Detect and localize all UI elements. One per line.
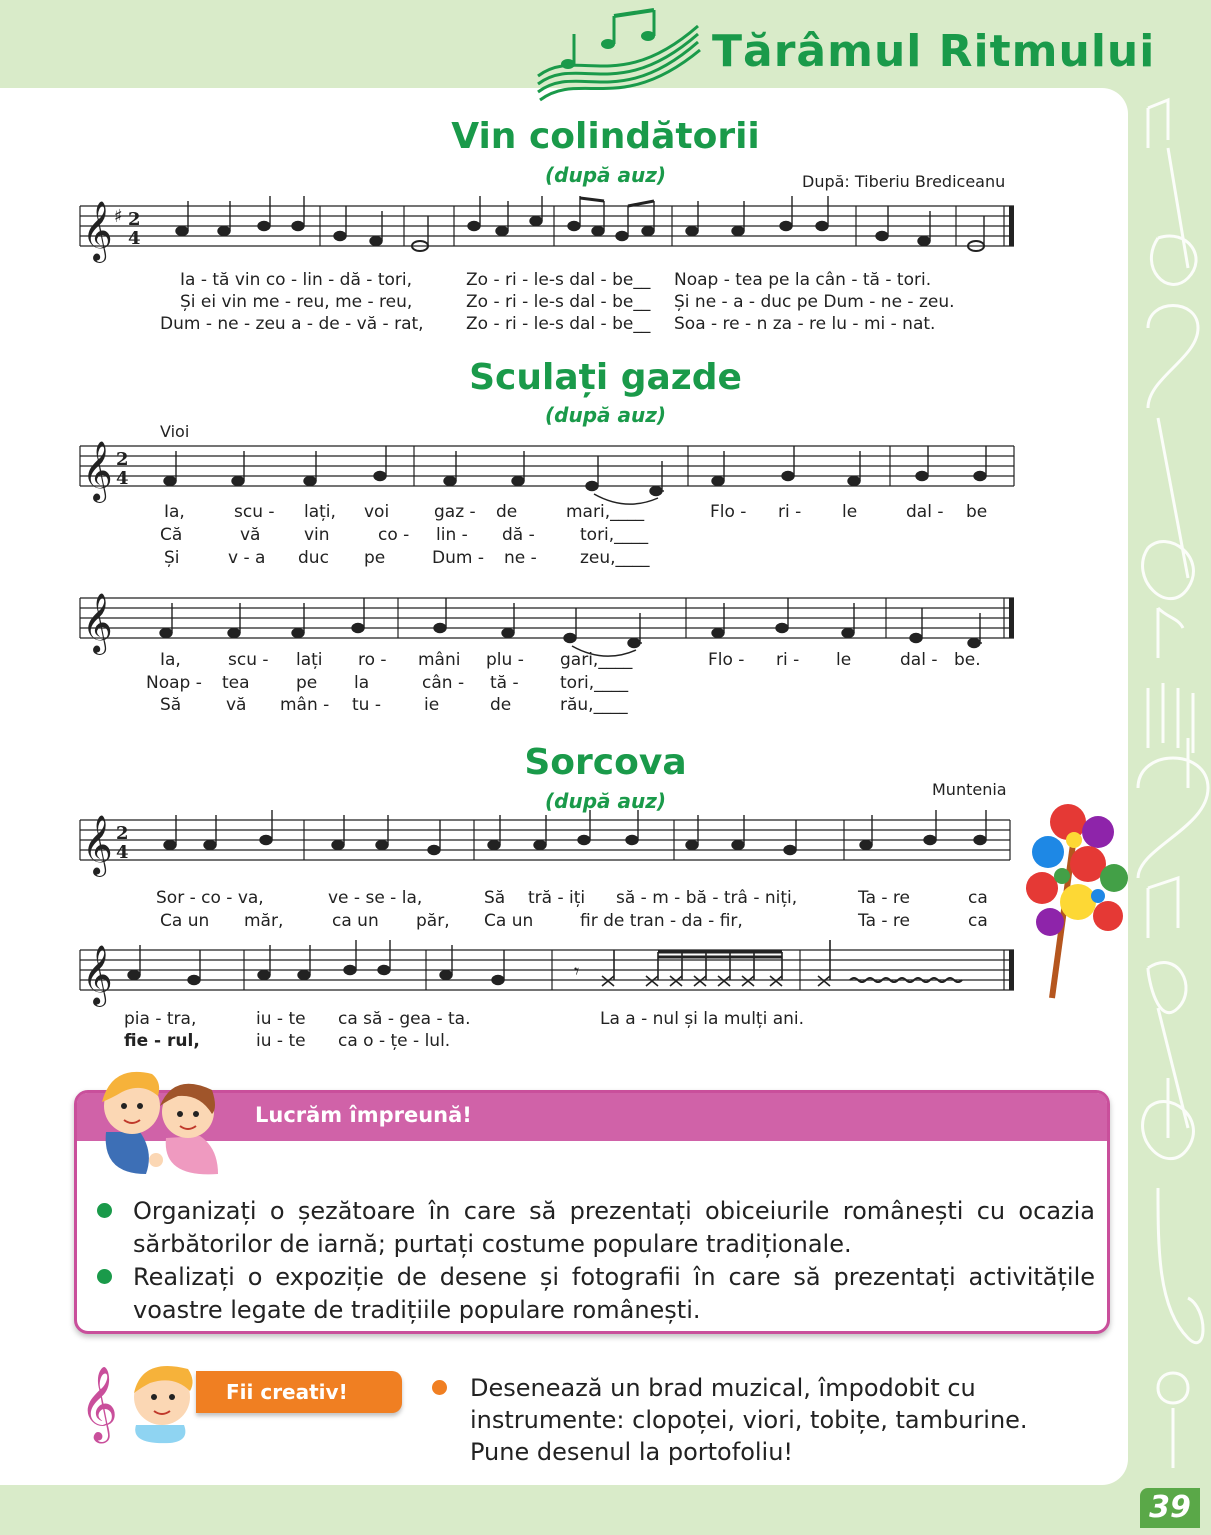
treble-clef-icon: 𝄞 bbox=[82, 945, 113, 1005]
music-staff-3b bbox=[74, 940, 1022, 1010]
sorcova-decoration-image bbox=[1018, 792, 1134, 1000]
work-together-label: Lucrăm împreună! bbox=[255, 1103, 472, 1127]
svg-text:𝄾: 𝄾 bbox=[574, 959, 580, 983]
lyrics-row: Ia, scu - lați, voi gaz - de mari,____ Flo - ri - le dal - be bbox=[164, 502, 988, 522]
lyrics-row: Și ei vin me - reu, me - reu, Zo - ri - le-s dal - be__ Și ne - a - duc pe Dum - ne - zeu. bbox=[180, 292, 955, 312]
list-item: Realizați o expoziție de desene și fotografii în care să prezentați activitățile voastre legate de tradițiile populare românești. bbox=[133, 1261, 1095, 1327]
music-staff-3a bbox=[74, 810, 1022, 880]
lyrics-row: Sor - co - va, ve - se - la, Să tră - iți să - m - bă - trâ - niți, Ta - re ca bbox=[156, 888, 988, 908]
svg-text:4: 4 bbox=[128, 228, 141, 249]
lyrics-row: Dum - ne - zeu a - de - vă - rat, Zo - ri - le-s dal - be__ Soa - re - n za - re lu - mi - nat. bbox=[160, 314, 936, 334]
song-subtitle: (după auz) bbox=[545, 403, 666, 427]
music-notes-icon bbox=[1158, 608, 1183, 658]
guitar-icon bbox=[1143, 418, 1194, 599]
creative-kid-illustration bbox=[80, 1355, 210, 1445]
music-notes-icon bbox=[1148, 878, 1178, 938]
svg-text:2: 2 bbox=[116, 449, 129, 470]
song-title-sculati-gazde: Sculați gazde bbox=[469, 357, 742, 398]
side-decoration bbox=[1128, 88, 1211, 1485]
treble-clef-icon: 𝄞 bbox=[80, 1367, 118, 1441]
bullet-icon bbox=[97, 1203, 112, 1218]
music-staff-2a bbox=[74, 436, 1022, 506]
song-subtitle: (după auz) bbox=[545, 163, 666, 187]
song-title-vin-colindatorii: Vin colindătorii bbox=[451, 116, 760, 157]
svg-text:4: 4 bbox=[116, 842, 129, 863]
lyrics-row: Ia, scu - lați ro - mâni plu - gari,____ Flo - ri - le dal - be. bbox=[160, 650, 981, 670]
treble-clef-icon: 𝄞 bbox=[82, 815, 113, 875]
music-notes-icon bbox=[528, 6, 708, 106]
page-header-title: Tărâmul Ritmului bbox=[712, 26, 1156, 77]
microphone-icon bbox=[1158, 1373, 1188, 1468]
song-author: După: Tiberiu Brediceanu bbox=[802, 172, 1006, 191]
tempo-marking: Vioi bbox=[160, 422, 190, 441]
treble-clef-icon: 𝄞 bbox=[82, 593, 113, 653]
svg-text:2: 2 bbox=[116, 823, 129, 844]
list-item: Organizați o șezătoare în care să prezentați obiceiurile românești cu ocazia sărbătorilor de iarnă; purtați costume populare tradiționale. bbox=[133, 1195, 1095, 1261]
treble-clef-icon: 𝄞 bbox=[82, 201, 113, 261]
lyrics-row: Noap - tea pe la cân - tă - tori,____ bbox=[146, 673, 629, 693]
saxophone-icon bbox=[1158, 1188, 1203, 1343]
svg-text:4: 4 bbox=[116, 468, 129, 489]
music-staff-1 bbox=[74, 196, 1022, 268]
lyrics-row: Ia - tă vin co - lin - dă - tori, Zo - ri - le-s dal - be__ Noap - tea pe la cân - tă - tori. bbox=[180, 270, 932, 290]
song-subtitle: (după auz) bbox=[545, 789, 666, 813]
svg-text:♯: ♯ bbox=[114, 206, 123, 227]
bullet-icon bbox=[97, 1269, 112, 1284]
lyrics-row: fie - rul, iu - te ca o - țe - lul. bbox=[124, 1031, 451, 1051]
svg-text:2: 2 bbox=[128, 209, 141, 230]
lyrics-row: Să vă mân - tu - ie de rău,____ bbox=[160, 695, 628, 715]
lyrics-row: pia - tra, iu - te ca să - gea - ta. La a - nul și la mulți ani. bbox=[124, 1009, 805, 1029]
lyrics-row: Ca un măr, ca un păr, Ca un fir de tran - da - fir, Ta - re ca bbox=[160, 911, 988, 931]
music-staff-2b bbox=[74, 588, 1022, 658]
creative-task: Desenează un brad muzical, împodobit cu instrumente: clopoței, viori, tobițe, tamburine. Pune desenul la portofoliu! bbox=[470, 1372, 1090, 1468]
lyrics-row: Că vă vin co - lin - dă - tori,____ bbox=[160, 525, 649, 545]
page-number: 39 bbox=[1140, 1488, 1200, 1528]
lyrics-row: Și v - a duc pe Dum - ne - zeu,____ bbox=[164, 548, 650, 568]
kids-illustration bbox=[82, 1062, 232, 1180]
song-title-sorcova: Sorcova bbox=[524, 742, 687, 783]
creative-label: Fii creativ! bbox=[196, 1371, 402, 1413]
bullet-icon bbox=[432, 1380, 447, 1395]
treble-clef-icon: 𝄞 bbox=[82, 441, 113, 501]
song-region: Muntenia bbox=[932, 780, 1007, 799]
tuplet-number bbox=[710, 940, 719, 941]
